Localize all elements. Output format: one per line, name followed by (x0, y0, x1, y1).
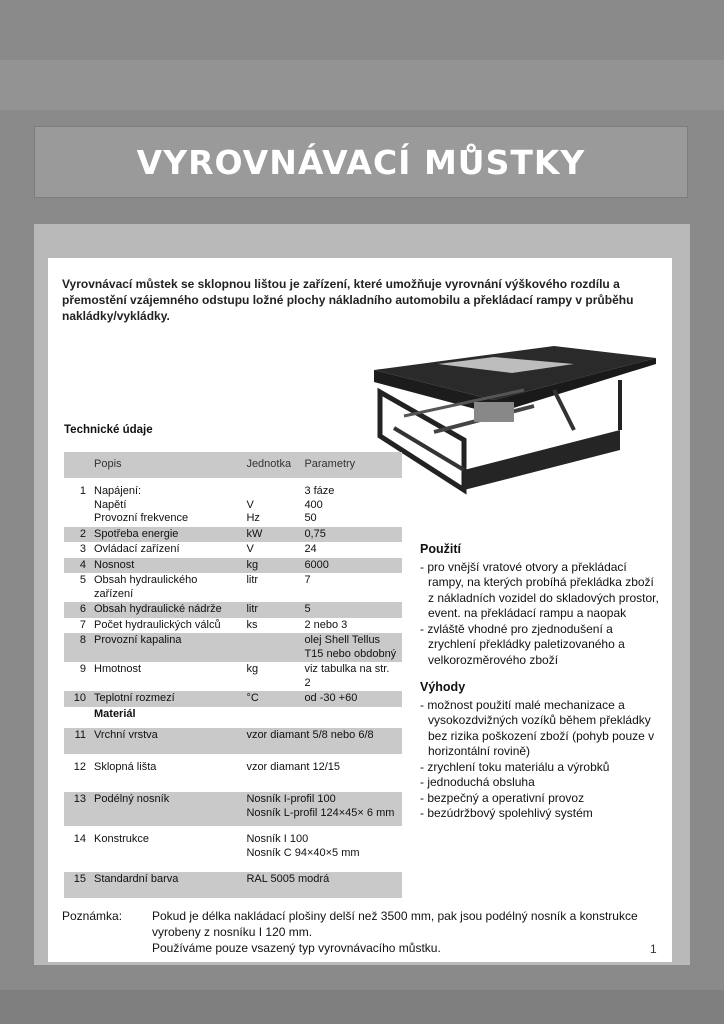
row-popis: Teplotní rozmezí (90, 691, 242, 707)
header-parametry: Parametry (300, 452, 402, 478)
vyhody-list (420, 698, 660, 822)
title-band (34, 126, 688, 198)
table-row (64, 792, 402, 826)
row-parametry (300, 707, 402, 723)
row-popis: Provozní kapalina (90, 633, 242, 662)
row-parametry: 2 nebo 3 (304, 618, 348, 631)
row-parametry: vzor diamant 12/15 (246, 761, 340, 773)
row-parametry: RAL 5005 modrá (242, 872, 402, 898)
row-number: 4 (64, 558, 90, 574)
row-parametry: 6000 (300, 558, 402, 574)
row-popis: Podélný nosník (90, 792, 242, 826)
table-row (64, 602, 402, 618)
row-parametry: 3 fáze 400 50 (304, 485, 335, 524)
row-number: 11 (64, 728, 90, 754)
row-jednotka: ks (246, 618, 258, 631)
row-jednotka: kg (242, 558, 300, 574)
row-number: 1 (79, 485, 86, 497)
row-parametry: olej Shell Tellus T15 nebo obdobný (300, 633, 402, 662)
table-row (64, 707, 402, 723)
row-number: 2 (64, 527, 90, 543)
row-jednotka: kW (242, 527, 300, 543)
row-jednotka: kg (246, 663, 259, 675)
list-item: - bezpečný a operativní provoz (420, 790, 585, 805)
row-number: 6 (64, 602, 90, 618)
table-row (64, 633, 402, 662)
table-row (64, 728, 402, 754)
table-row (64, 484, 402, 527)
row-popis: Vrchní vrstva (90, 728, 242, 754)
list-item: - bezúdržbový spolehlivý systém (420, 806, 593, 820)
list-item: - jednoduchá obsluha (420, 775, 535, 789)
row-number: 15 (64, 872, 90, 898)
pouziti-list (420, 560, 660, 669)
dock-leveler-image (374, 340, 656, 504)
row-number: 12 (73, 761, 86, 773)
row-jednotka: litr (246, 574, 259, 586)
background-stripe (0, 990, 724, 1024)
row-popis: Napájení: Napětí Provozní frekvence (94, 485, 189, 524)
row-number: 3 (79, 543, 86, 555)
row-jednotka (242, 633, 300, 662)
row-number (64, 707, 90, 723)
row-number: 7 (79, 618, 86, 631)
row-parametry: vzor diamant 5/8 nebo 6/8 (242, 728, 402, 754)
row-jednotka: V (246, 543, 254, 555)
row-popis: Materiál (94, 707, 136, 720)
list-item: - zvláště vhodné pro zjednodušení a zrychlení překládky paletizovaného a velkorozměrového zboží (420, 621, 625, 667)
content-sheet (48, 258, 672, 962)
row-popis: Obsah hydraulického zařízení (94, 574, 198, 600)
intro-text: Vyrovnávací můstek se sklopnou lištou je zařízení, které umožňuje vyrovnání výškového rozdílu a přemostění vzájemného odstupu ložné plochy nákladního automobilu a překládací rampy v průběhu nakládky/vykládky. (62, 277, 634, 323)
table-row (64, 691, 402, 707)
table-row (64, 573, 402, 602)
row-number: 10 (64, 691, 90, 707)
tech-heading: Technické údaje (64, 424, 153, 436)
table-row (64, 872, 402, 898)
background-stripe (0, 60, 724, 110)
row-jednotka: V Hz (246, 498, 260, 524)
table-row (64, 527, 402, 543)
row-jednotka (242, 707, 300, 723)
header-jednotka: Jednotka (242, 452, 300, 478)
header-popis: Popis (90, 452, 242, 478)
row-popis: Hmotnost (94, 663, 142, 675)
row-popis: Nosnost (90, 558, 242, 574)
list-item: - pro vnější vratové otvory a překládací rampy, na kterých probíhá překládka zboží z nákladních vozidel do skladových prostor, event. na překládací rampu a naopak (420, 559, 659, 620)
row-parametry: viz tabulka na str. 2 (304, 663, 390, 689)
row-jednotka: °C (242, 691, 300, 707)
row-parametry: 24 (304, 543, 317, 555)
row-popis: Ovládací zařízení (94, 543, 180, 555)
vyhody-heading: Výhody (420, 680, 466, 694)
page-title: VYROVNÁVACÍ MŮSTKY (136, 142, 586, 182)
row-number: 13 (64, 792, 90, 826)
row-popis: Spotřeba energie (90, 527, 242, 543)
row-jednotka: litr (242, 602, 300, 618)
row-popis: Konstrukce (94, 833, 150, 845)
row-parametry: 0,75 (300, 527, 402, 543)
note-text: Pokud je délka nakládací plošiny delší než 3500 mm, pak jsou podélný nosník a konstrukce vyrobeny z nosníku I 120 mm. Používáme pouze vsazený typ vyrovnávacího můstku. (152, 909, 638, 955)
pouziti-heading: Použití (420, 542, 461, 556)
side-text (420, 542, 660, 834)
table-row (64, 542, 402, 558)
row-number: 5 (79, 574, 86, 586)
table-row (64, 662, 402, 691)
row-number: 8 (64, 633, 90, 662)
table-row (64, 832, 402, 866)
spec-table (64, 452, 402, 898)
row-popis: Sklopná lišta (94, 761, 157, 773)
table-row (64, 618, 402, 634)
row-popis: Standardní barva (90, 872, 242, 898)
list-item: - zrychlení toku materiálu a výrobků (420, 759, 610, 774)
row-number: 9 (79, 663, 86, 675)
row-popis: Počet hydraulických válců (94, 618, 221, 631)
note-label: Poznámka: (62, 909, 123, 923)
table-row (64, 558, 402, 574)
row-parametry: Nosník I-profil 100 Nosník L-profil 124×45× 6 mm (242, 792, 402, 826)
page-number: 1 (650, 942, 657, 956)
row-number: 14 (73, 833, 86, 845)
row-parametry: Nosník I 100 Nosník C 94×40×5 mm (246, 833, 360, 859)
table-row (64, 760, 402, 786)
list-item: - možnost použití malé mechanizace a vysokozdvižných vozíků během překládky bez rizika poškození zboží (pohyb pouze v horizontální rovině) (420, 697, 655, 758)
table-header (64, 452, 402, 478)
row-parametry: od -30 +60 (300, 691, 402, 707)
row-parametry: 5 (300, 602, 402, 618)
row-popis: Obsah hydraulické nádrže (90, 602, 242, 618)
row-parametry: 7 (304, 574, 311, 586)
